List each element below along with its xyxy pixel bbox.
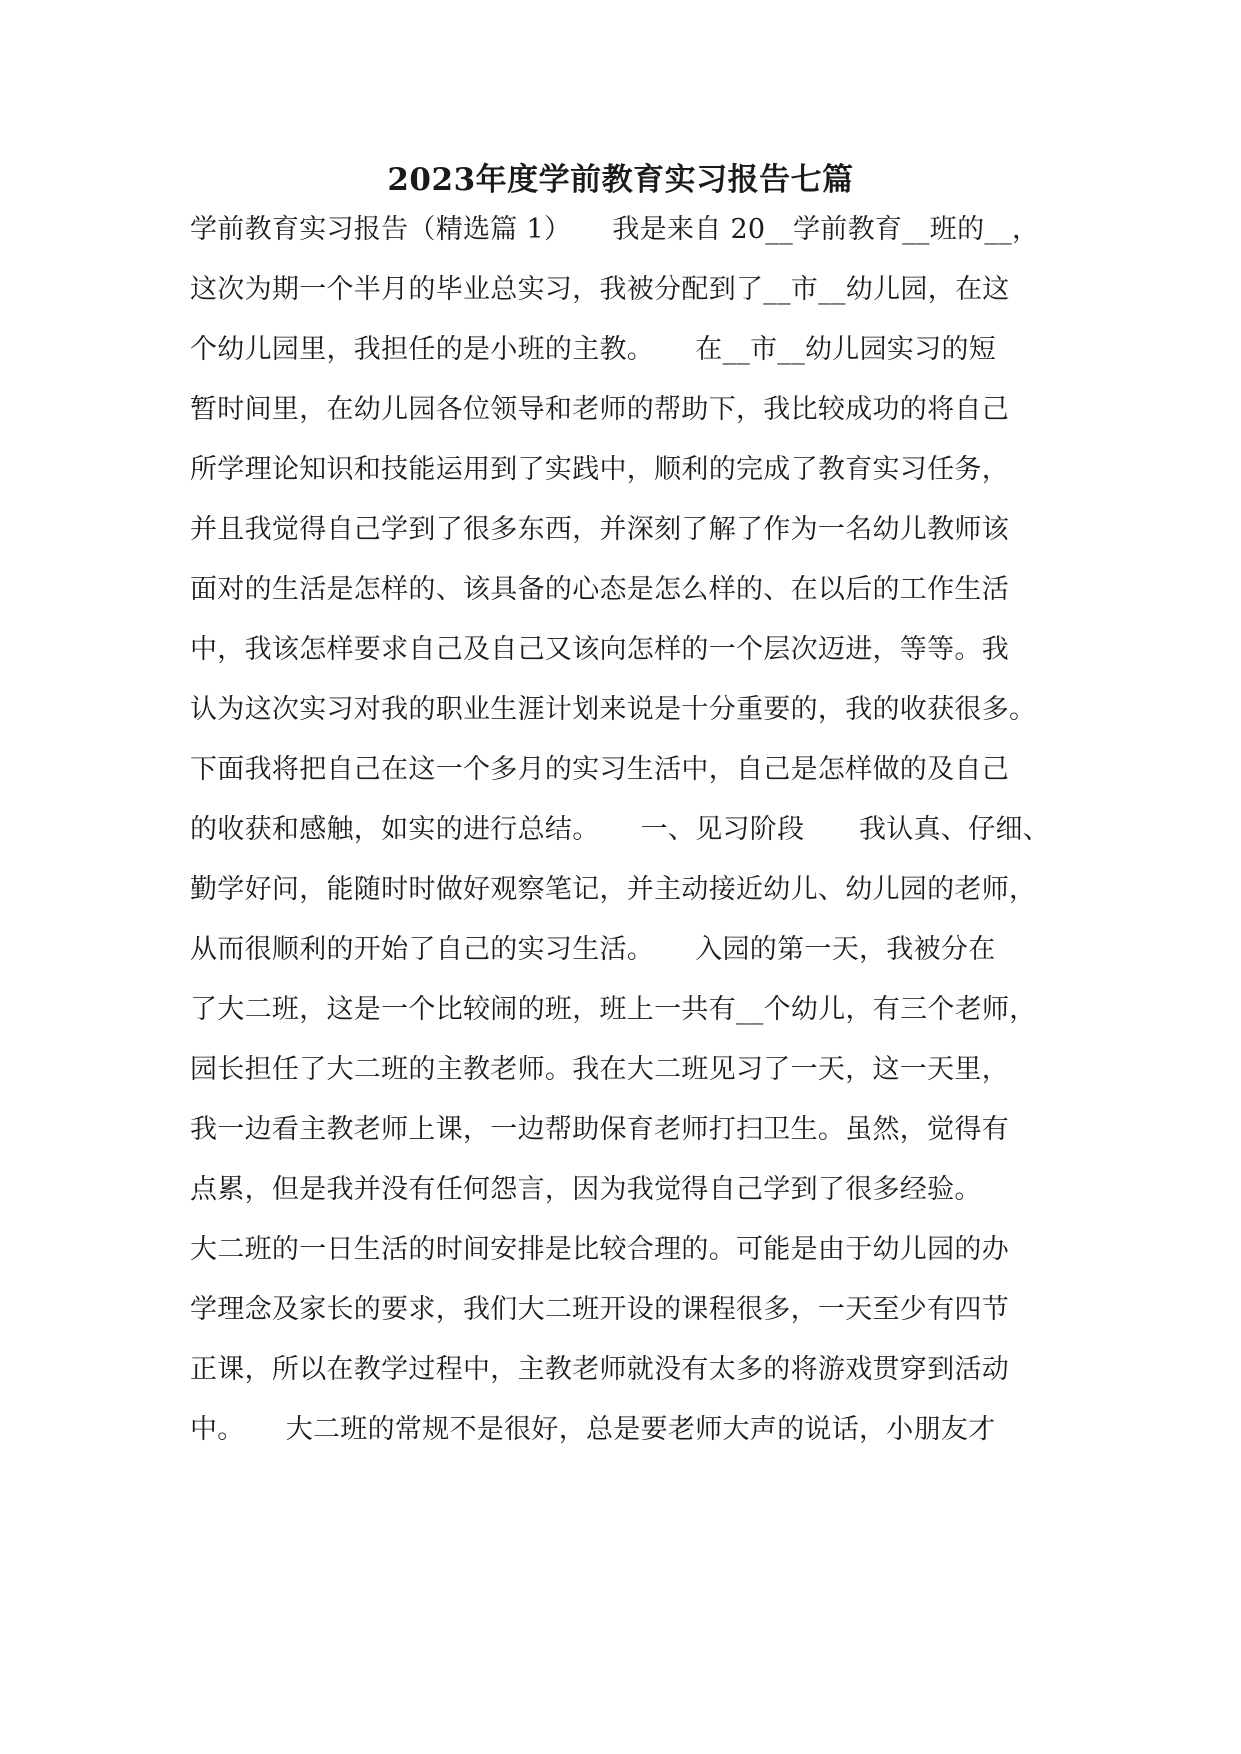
body-line: 了大二班，这是一个比较闹的班，班上一共有__个幼儿，有三个老师，: [190, 994, 1037, 1025]
document-body: [190, 200, 1050, 1460]
body-line: 暂时间里，在幼儿园各位领导和老师的帮助下，我比较成功的将自己: [190, 394, 1009, 425]
body-line: 个幼儿园里，我担任的是小班的主教。 在__市__幼儿园实习的短: [190, 334, 997, 365]
body-line: 勤学好问，能随时时做好观察笔记，并主动接近幼儿、幼儿园的老师，: [190, 874, 1037, 905]
body-line: 所学理论知识和技能运用到了实践中，顺利的完成了教育实习任务，: [190, 454, 1009, 485]
body-line: 认为这次实习对我的职业生涯计划来说是十分重要的，我的收获很多。: [190, 694, 1037, 725]
body-line: 中。 大二班的常规不是很好，总是要老师大声的说话，小朋友才: [190, 1414, 996, 1445]
body-line: 这次为期一个半月的毕业总实习，我被分配到了__市__幼儿园，在这: [190, 274, 1010, 305]
document-title: 2023年度学前教育实习报告七篇: [387, 162, 854, 198]
body-line: 大二班的一日生活的时间安排是比较合理的。可能是由于幼儿园的办: [190, 1234, 1009, 1265]
body-line: 我一边看主教老师上课，一边帮助保育老师打扫卫生。虽然，觉得有: [190, 1114, 1009, 1145]
body-line: 并且我觉得自己学到了很多东西，并深刻了解了作为一名幼儿教师该: [190, 514, 1009, 545]
body-line: 下面我将把自己在这一个多月的实习生活中，自己是怎样做的及自己: [190, 754, 1009, 785]
body-line: 学理念及家长的要求，我们大二班开设的课程很多，一天至少有四节: [190, 1294, 1009, 1325]
body-line: 园长担任了大二班的主教老师。我在大二班见习了一天，这一天里，: [190, 1054, 1009, 1085]
body-line: 的收获和感触，如实的进行总结。 一、见习阶段 我认真、仔细、: [190, 814, 1051, 845]
body-line: 面对的生活是怎样的、该具备的心态是怎么样的、在以后的工作生活: [190, 574, 1009, 605]
body-line: 中，我该怎样要求自己及自己又该向怎样的一个层次迈进，等等。我: [190, 634, 1009, 665]
body-line: 点累，但是我并没有任何怨言，因为我觉得自己学到了很多经验。: [190, 1174, 982, 1205]
body-line: 从而很顺利的开始了自己的实习生活。 入园的第一天，我被分在: [190, 934, 996, 965]
body-line: 正课，所以在教学过程中，主教老师就没有太多的将游戏贯穿到活动: [190, 1354, 1009, 1385]
body-line: 学前教育实习报告（精选篇 1） 我是来自 20__学前教育__班的__，: [190, 214, 1040, 245]
